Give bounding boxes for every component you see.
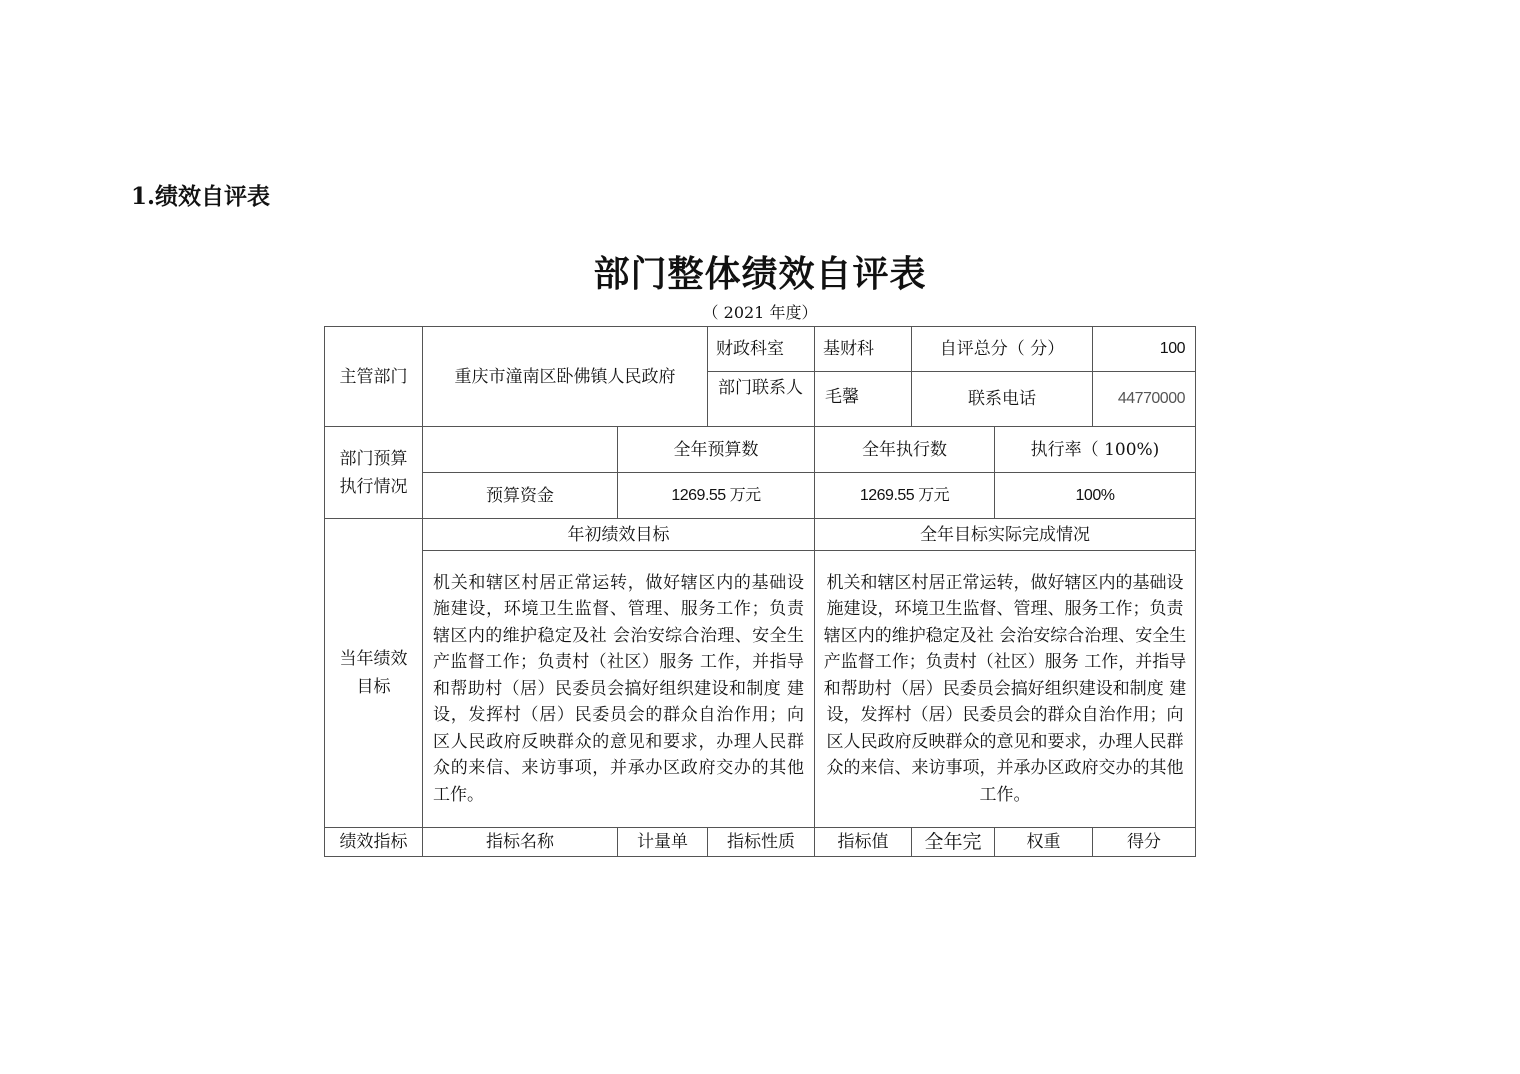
phone-label: 联系电话: [911, 371, 1093, 427]
document-title: 部门整体绩效自评表: [593, 253, 927, 295]
score-label: 自评总分（ 分）: [911, 326, 1093, 372]
col-unit: 计量单: [617, 827, 708, 857]
initial-goal-text: 机关和辖区村居正常运转，做好辖区内的基础设施建设，环境卫生监督、管理、服务工作；负责辖区内的维护稳定及社 会治安综合治理、安全生产监督工作；负责村（社区）服务 工作，并指导和帮助村（居）民委员会搞好组织建设和制度 建设，发挥村（居）民委员会的群众自治作用；向区人民政府反映群众的意见和要求，办理人民群众的来信、来访事项，并承办区政府交办的其他工作。: [433, 572, 804, 805]
rate-value: 100%: [994, 472, 1196, 519]
col-budget: 全年预算数: [617, 426, 815, 473]
document-year: （ 2021 年度）: [702, 303, 818, 322]
score-value: 100: [1092, 326, 1196, 372]
col-nature: 指标性质: [707, 827, 815, 857]
dept-value: 重庆市潼南区卧佛镇人民政府: [422, 326, 708, 427]
indicators-label: 绩效指标: [324, 827, 423, 857]
section-heading: 1.绩效自评表: [131, 183, 271, 210]
budget-label: [324, 426, 423, 519]
budget-row-label: 预算资金: [422, 472, 618, 519]
dept-label: 主管部门: [324, 326, 423, 427]
actual-completion-text: 机关和辖区村居正常运转，做好辖区内的基础设施建设，环境卫生监督、管理、服务工作；负责辖区内的维护稳定及社 会治安综合治理、安全生产监督工作；负责村（社区）服务 工作，并指导和帮助村（居）民委员会搞好组织建设和制度 建设，发挥村（居）民委员会的群众自治作用；向区人民政府反映群众的意见和要求，办理人民群众的来信、来访事项，并承办区政府交办的其他工作。: [823, 572, 1187, 805]
exec-value: 1269.55 万元: [814, 472, 995, 519]
col-indicator-name: 指标名称: [422, 827, 618, 857]
goals-label-text: 当年绩效目标: [339, 649, 408, 697]
col-rate: 执行率（ 100%): [994, 426, 1196, 473]
contact-label: 部门联系人: [707, 371, 815, 427]
budget-blank-cell: [422, 426, 618, 473]
initial-goal-cell: [422, 550, 815, 828]
phone-value: 44770000: [1092, 371, 1196, 427]
col-exec: 全年执行数: [814, 426, 995, 473]
budget-value: 1269.55 万元: [617, 472, 815, 519]
goals-label: [324, 518, 423, 828]
col-actual-completion: 全年目标实际完成情况: [814, 518, 1196, 551]
office-label: 财政科室: [707, 326, 815, 372]
contact-value: 毛馨: [814, 371, 912, 427]
col-initial-goal: 年初绩效目标: [422, 518, 815, 551]
col-annual-completion: 全年完: [911, 827, 995, 857]
col-score: 得分: [1092, 827, 1196, 857]
col-weight: 权重: [994, 827, 1093, 857]
office-value: 基财科: [814, 326, 912, 372]
budget-label-text: 部门预算执行情况: [339, 448, 408, 497]
evaluation-table: [324, 326, 1196, 857]
col-target-value: 指标值: [814, 827, 912, 857]
actual-completion-cell: [814, 550, 1196, 828]
